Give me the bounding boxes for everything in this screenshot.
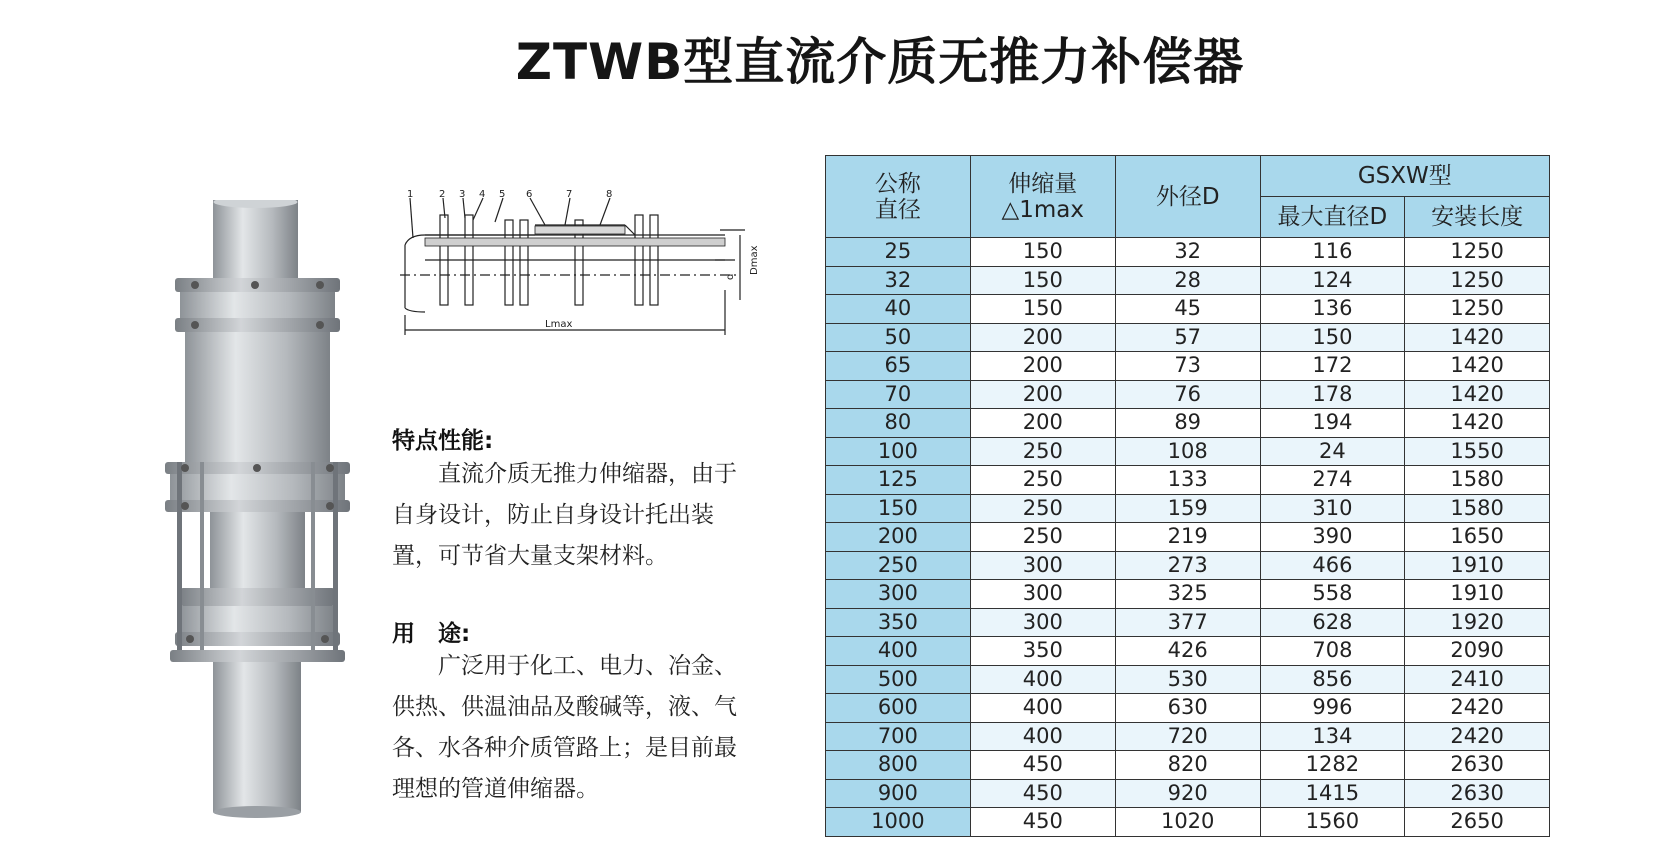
table-row xyxy=(826,580,1550,609)
usage-text: 广泛用于化工、电力、冶金、 供热、供温油品及酸碱等，液、气 各、水各种介质管路上；是目前最 理想的管道伸缩器。 xyxy=(392,653,737,802)
table-cell: 400 xyxy=(970,694,1115,723)
table-cell: 250 xyxy=(826,551,971,580)
table-row xyxy=(826,380,1550,409)
table-cell: 630 xyxy=(1115,694,1260,723)
table-row xyxy=(826,751,1550,780)
table-cell: 1250 xyxy=(1405,266,1550,295)
table-cell: 76 xyxy=(1115,380,1260,409)
table-cell: 45 xyxy=(1115,295,1260,324)
callout-5: 5 xyxy=(499,190,506,200)
table-cell: 300 xyxy=(970,551,1115,580)
table-cell: 400 xyxy=(826,637,971,666)
features-text: 直流介质无推力伸缩器，由于 自身设计，防止自身设计托出装 置，可节省大量支架材料。 xyxy=(392,461,737,569)
table-cell: 2420 xyxy=(1405,694,1550,723)
table-cell: 2420 xyxy=(1405,722,1550,751)
compensator-photo xyxy=(165,200,350,820)
table-cell: 65 xyxy=(826,352,971,381)
table-row xyxy=(826,551,1550,580)
table-cell: 820 xyxy=(1115,751,1260,780)
table-cell: 1420 xyxy=(1405,380,1550,409)
table-cell: 172 xyxy=(1260,352,1405,381)
table-cell: 1920 xyxy=(1405,608,1550,637)
table-cell: 136 xyxy=(1260,295,1405,324)
callout-4: 4 xyxy=(479,190,486,200)
table-cell: 150 xyxy=(970,266,1115,295)
callout-8: 8 xyxy=(606,190,613,200)
table-cell: 1000 xyxy=(826,808,971,837)
table-cell: 920 xyxy=(1115,779,1260,808)
table-cell: 150 xyxy=(1260,323,1405,352)
table-cell: 250 xyxy=(970,523,1115,552)
table-cell: 32 xyxy=(826,266,971,295)
table-row xyxy=(826,779,1550,808)
callout-3: 3 xyxy=(459,190,466,200)
table-cell: 708 xyxy=(1260,637,1405,666)
page-title: ZTWB型直流介质无推力补偿器 xyxy=(515,33,1245,91)
table-cell: 50 xyxy=(826,323,971,352)
table-cell: 700 xyxy=(826,722,971,751)
table-cell: 1250 xyxy=(1405,238,1550,267)
table-cell: 200 xyxy=(826,523,971,552)
table-cell: 377 xyxy=(1115,608,1260,637)
table-cell: 2630 xyxy=(1405,779,1550,808)
table-cell: 40 xyxy=(826,295,971,324)
table-cell: 178 xyxy=(1260,380,1405,409)
table-cell: 73 xyxy=(1115,352,1260,381)
table-cell: 250 xyxy=(970,494,1115,523)
table-cell: 426 xyxy=(1115,637,1260,666)
table-row xyxy=(826,523,1550,552)
table-cell: 450 xyxy=(970,808,1115,837)
spec-table-body xyxy=(826,238,1550,837)
table-cell: 273 xyxy=(1115,551,1260,580)
table-cell: 800 xyxy=(826,751,971,780)
table-cell: 108 xyxy=(1115,437,1260,466)
table-row xyxy=(826,694,1550,723)
table-cell: 1550 xyxy=(1405,437,1550,466)
table-cell: 996 xyxy=(1260,694,1405,723)
table-cell: 124 xyxy=(1260,266,1405,295)
table-cell: 200 xyxy=(970,380,1115,409)
table-cell: 300 xyxy=(826,580,971,609)
table-cell: 1420 xyxy=(1405,323,1550,352)
table-cell: 150 xyxy=(970,295,1115,324)
table-cell: 558 xyxy=(1260,580,1405,609)
table-cell: 150 xyxy=(826,494,971,523)
table-cell: 89 xyxy=(1115,409,1260,438)
table-cell: 720 xyxy=(1115,722,1260,751)
table-cell: 116 xyxy=(1260,238,1405,267)
table-row xyxy=(826,722,1550,751)
table-cell: 28 xyxy=(1115,266,1260,295)
table-cell: 2650 xyxy=(1405,808,1550,837)
table-cell: 70 xyxy=(826,380,971,409)
table-row xyxy=(826,295,1550,324)
table-cell: 325 xyxy=(1115,580,1260,609)
callout-1: 1 xyxy=(407,190,414,200)
table-row xyxy=(826,352,1550,381)
table-cell: 274 xyxy=(1260,466,1405,495)
table-cell: 500 xyxy=(826,665,971,694)
features-heading: 特点性能: xyxy=(392,428,494,454)
table-cell: 200 xyxy=(970,352,1115,381)
table-cell: 57 xyxy=(1115,323,1260,352)
table-cell: 1020 xyxy=(1115,808,1260,837)
table-cell: 219 xyxy=(1115,523,1260,552)
header-stroke: 伸缩量 △1max xyxy=(970,156,1115,238)
table-cell: 2090 xyxy=(1405,637,1550,666)
table-cell: 400 xyxy=(970,665,1115,694)
table-cell: 24 xyxy=(1260,437,1405,466)
table-cell: 450 xyxy=(970,779,1115,808)
table-cell: 628 xyxy=(1260,608,1405,637)
table-cell: 159 xyxy=(1115,494,1260,523)
callout-7: 7 xyxy=(566,190,573,200)
table-cell: 400 xyxy=(970,722,1115,751)
table-cell: 250 xyxy=(970,466,1115,495)
table-row xyxy=(826,608,1550,637)
table-cell: 350 xyxy=(826,608,971,637)
table-cell: 300 xyxy=(970,580,1115,609)
dimension-dmax: Dmax xyxy=(749,245,760,275)
table-cell: 530 xyxy=(1115,665,1260,694)
table-cell: 1250 xyxy=(1405,295,1550,324)
table-cell: 1910 xyxy=(1405,580,1550,609)
table-cell: 200 xyxy=(970,409,1115,438)
table-cell: 350 xyxy=(970,637,1115,666)
usage-heading: 用 途: xyxy=(392,621,471,647)
table-cell: 2630 xyxy=(1405,751,1550,780)
dimension-d: d xyxy=(725,273,736,280)
table-cell: 1580 xyxy=(1405,494,1550,523)
header-nominal-diameter: 公称 直径 xyxy=(826,156,971,238)
table-cell: 2410 xyxy=(1405,665,1550,694)
table-cell: 1580 xyxy=(1405,466,1550,495)
table-cell: 900 xyxy=(826,779,971,808)
table-row xyxy=(826,266,1550,295)
table-cell: 390 xyxy=(1260,523,1405,552)
table-cell: 450 xyxy=(970,751,1115,780)
table-cell: 194 xyxy=(1260,409,1405,438)
table-cell: 134 xyxy=(1260,722,1405,751)
table-row xyxy=(826,323,1550,352)
table-row xyxy=(826,665,1550,694)
table-row xyxy=(826,466,1550,495)
table-cell: 200 xyxy=(970,323,1115,352)
table-cell: 310 xyxy=(1260,494,1405,523)
table-cell: 1282 xyxy=(1260,751,1405,780)
table-cell: 100 xyxy=(826,437,971,466)
table-cell: 856 xyxy=(1260,665,1405,694)
callout-6: 6 xyxy=(526,190,533,200)
table-cell: 80 xyxy=(826,409,971,438)
table-cell: 1560 xyxy=(1260,808,1405,837)
table-cell: 1650 xyxy=(1405,523,1550,552)
header-outer-diameter: 外径D xyxy=(1115,156,1260,238)
table-cell: 150 xyxy=(970,238,1115,267)
table-cell: 1420 xyxy=(1405,352,1550,381)
schematic-drawing xyxy=(395,190,785,355)
table-cell: 466 xyxy=(1260,551,1405,580)
spec-table xyxy=(825,155,1550,837)
table-cell: 133 xyxy=(1115,466,1260,495)
dimension-lmax: Lmax xyxy=(545,319,573,330)
header-max-diameter: 最大直径D xyxy=(1260,197,1405,238)
table-cell: 1415 xyxy=(1260,779,1405,808)
table-row xyxy=(826,808,1550,837)
table-row xyxy=(826,409,1550,438)
table-row xyxy=(826,494,1550,523)
table-row xyxy=(826,637,1550,666)
header-gsxw-group: GSXW型 xyxy=(1260,156,1549,197)
table-row xyxy=(826,437,1550,466)
callout-2: 2 xyxy=(439,190,446,200)
header-install-length: 安装长度 xyxy=(1405,197,1550,238)
table-row xyxy=(826,238,1550,267)
table-cell: 125 xyxy=(826,466,971,495)
table-cell: 1910 xyxy=(1405,551,1550,580)
table-cell: 250 xyxy=(970,437,1115,466)
table-cell: 25 xyxy=(826,238,971,267)
table-cell: 1420 xyxy=(1405,409,1550,438)
table-cell: 32 xyxy=(1115,238,1260,267)
table-cell: 300 xyxy=(970,608,1115,637)
table-cell: 600 xyxy=(826,694,971,723)
